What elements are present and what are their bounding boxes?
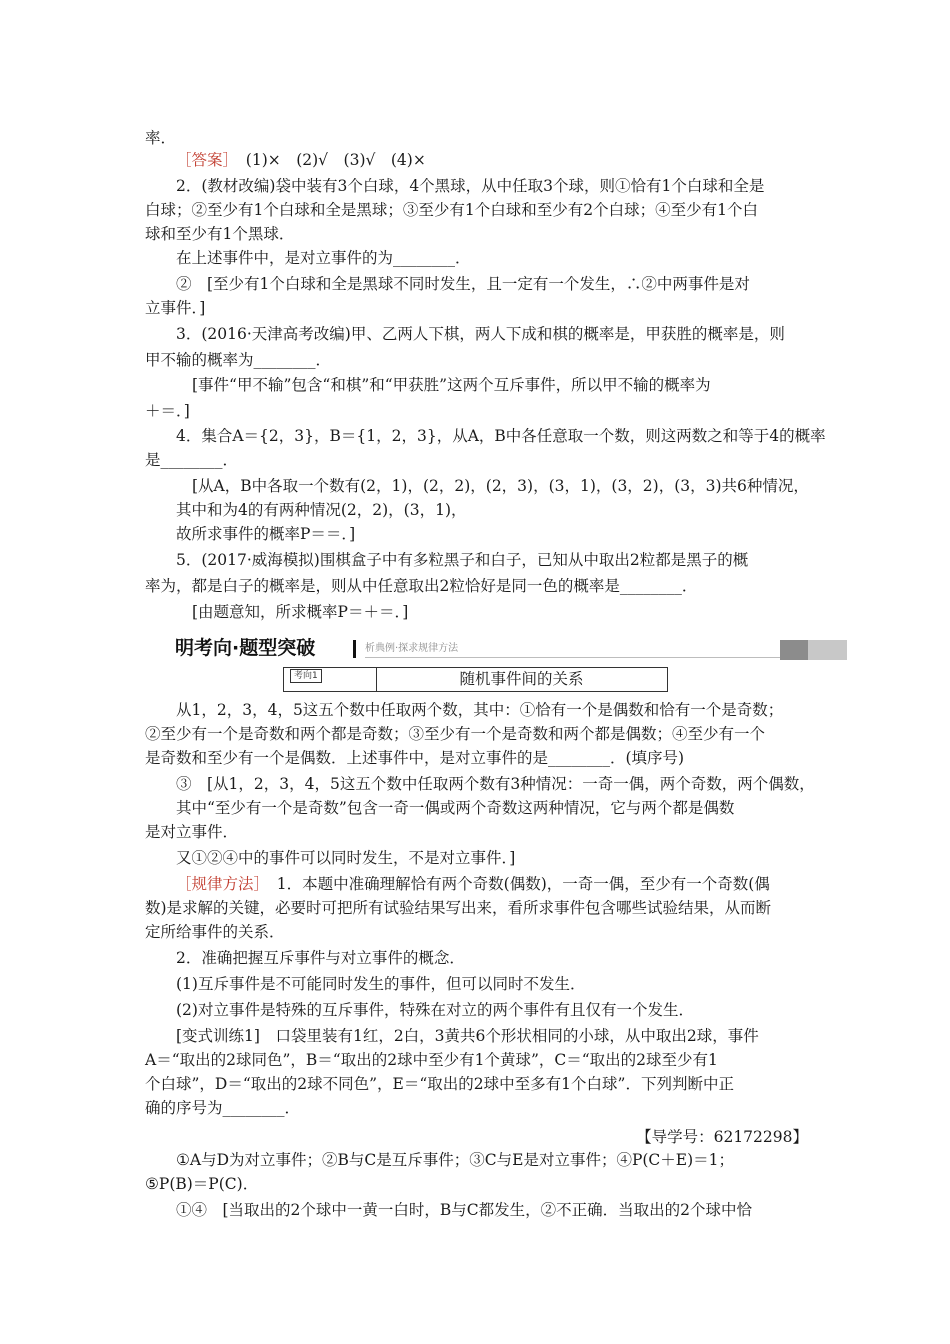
question-5: 5．(2017·威海模拟)围棋盒子中有多粒黑子和白子，已知从中取出2粒都是黑子的概 bbox=[176, 551, 749, 569]
text-line: 定所给事件的关系． bbox=[145, 923, 285, 941]
section-subtitle: 析典例·探求规律方法 bbox=[365, 643, 459, 654]
text-line: 故所求事件的概率P＝＝．] bbox=[176, 525, 356, 543]
exercise-question: [变式训练1] 口袋里装有1红，2白，3黄共6个形状相同的小球，从中取出2球，事件 bbox=[176, 1027, 759, 1045]
text-line: 白球；②至少有1个白球和全是黑球；③至少有1个白球和至少有2个白球；④至少有1个白 bbox=[145, 201, 758, 219]
text-line: 其中“至少有一个是奇数”包含一奇一偶或两个奇数这两种情况，它与两个都是偶数 bbox=[176, 799, 735, 817]
text-line: 又①②④中的事件可以同时发生，不是对立事件．] bbox=[176, 849, 516, 867]
question-2: 2．(教材改编)袋中装有3个白球，4个黑球，从中任取3个球，则①恰有1个白球和全是 bbox=[176, 177, 765, 195]
text-line: 其中和为4的有两种情况(2，2)，(3，1)， bbox=[176, 501, 467, 519]
answer-2: ② [至少有1个白球和全是黑球不同时发生，且一定有一个发生，∴②中两事件是对 bbox=[176, 275, 750, 293]
text-line: (2)对立事件是特殊的互斥事件，特殊在对立的两个事件有且仅有一个发生． bbox=[176, 1001, 694, 1019]
text-line: 立事件．] bbox=[145, 299, 206, 317]
text-line: 是________． bbox=[145, 451, 239, 469]
topic-header bbox=[283, 667, 668, 692]
question-3: 3．(2016·天津高考改编)甲、乙两人下棋，两人下成和棋的概率是，甲获胜的概率是，则 bbox=[176, 325, 785, 343]
answer-3: [事件“甲不输”包含“和棋”和“甲获胜”这两个互斥事件，所以甲不输的概率为 bbox=[192, 376, 711, 394]
text-line: A＝“取出的2球同色”，B＝“取出的2球中至少有1个黄球”，C＝“取出的2球至少有1 bbox=[145, 1051, 718, 1069]
text-line: (1)互斥事件是不可能同时发生的事件，但可以同时不发生． bbox=[176, 975, 586, 993]
question-4: 4．集合A＝{2，3}，B＝{1，2，3}，从A，B中各任意取一个数，则这两数之和等于4的概率 bbox=[176, 427, 826, 445]
text-line: 是奇数和至少有一个是偶数．上述事件中，是对立事件的是________．(填序号) bbox=[145, 749, 685, 767]
topic-tag: 考向1 bbox=[290, 669, 322, 683]
text-line: 率为，都是白子的概率是，则从中任意取出2粒恰好是同一色的概率是________． bbox=[145, 577, 698, 595]
answer-text: (1)× (2)√ (3)√ (4)× bbox=[245, 151, 426, 169]
text-line: 是对立事件． bbox=[145, 823, 239, 841]
section-banner bbox=[175, 636, 847, 660]
text-line: ①A与D为对立事件；②B与C是互斥事件；③C与E是对立事件；④P(C＋E)＝1； bbox=[176, 1151, 735, 1169]
text-line: 2．准确把握互斥事件与对立事件的概念． bbox=[176, 949, 465, 967]
method-text: 1．本题中准确理解恰有两个奇数(偶数)，一奇一偶，至少有一个奇数(偶 bbox=[276, 875, 770, 893]
guide-number: 【导学号：62172298】 bbox=[636, 1128, 808, 1146]
text-line: ＋＝．] bbox=[145, 402, 190, 420]
example-question: 从1，2，3，4，5这五个数中任取两个数，其中：①恰有一个是偶数和恰有一个是奇数； bbox=[176, 701, 784, 719]
divider bbox=[365, 657, 785, 658]
answer-5: [由题意知，所求概率P＝＋＝．] bbox=[192, 603, 409, 621]
method-line bbox=[176, 874, 841, 894]
banner-decoration bbox=[780, 640, 808, 660]
text-line: 甲不输的概率为________． bbox=[145, 351, 332, 369]
answer-tag: ［答案］ bbox=[176, 151, 231, 169]
topic-title: 随机事件间的关系 bbox=[459, 670, 584, 688]
section-title: 明考向·题型突破 bbox=[175, 637, 316, 659]
example-answer: ③ [从1，2，3，4，5这五个数中任取两个数有3种情况：一奇一偶，两个奇数，两个偶数， bbox=[176, 775, 815, 793]
divider bbox=[353, 640, 356, 658]
banner-decoration bbox=[808, 640, 847, 660]
text-line: 确的序号为________． bbox=[145, 1099, 301, 1117]
text-line: ②至少有一个是奇数和两个都是奇数；③至少有一个是奇数和两个都是偶数；④至少有一个 bbox=[145, 725, 766, 743]
method-tag: ［规律方法］ bbox=[176, 875, 262, 893]
exercise-answer: ①④ [当取出的2个球中一黄一白时，B与C都发生，②不正确．当取出的2个球中恰 bbox=[176, 1201, 753, 1219]
text-line: ⑤P(B)＝P(C)． bbox=[145, 1175, 259, 1193]
answer-line bbox=[176, 150, 841, 170]
text-line: 率． bbox=[145, 129, 177, 147]
answer-4: [从A，B中各取一个数有(2，1)，(2，2)，(2，3)，(3，1)，(3，2)，(3，3)共6种情况， bbox=[192, 477, 809, 495]
topic-tag-cell bbox=[284, 668, 377, 691]
text-line: 在上述事件中，是对立事件的为________． bbox=[176, 249, 471, 267]
text-line: 球和至少有1个黑球． bbox=[145, 225, 295, 243]
text-line: 数)是求解的关键，必要时可把所有试验结果写出来，看所求事件包含哪些试验结果，从而断 bbox=[145, 899, 772, 917]
text-line: 个白球”，D＝“取出的2球不同色”，E＝“取出的2球中至多有1个白球”．下列判断中正 bbox=[145, 1075, 734, 1093]
